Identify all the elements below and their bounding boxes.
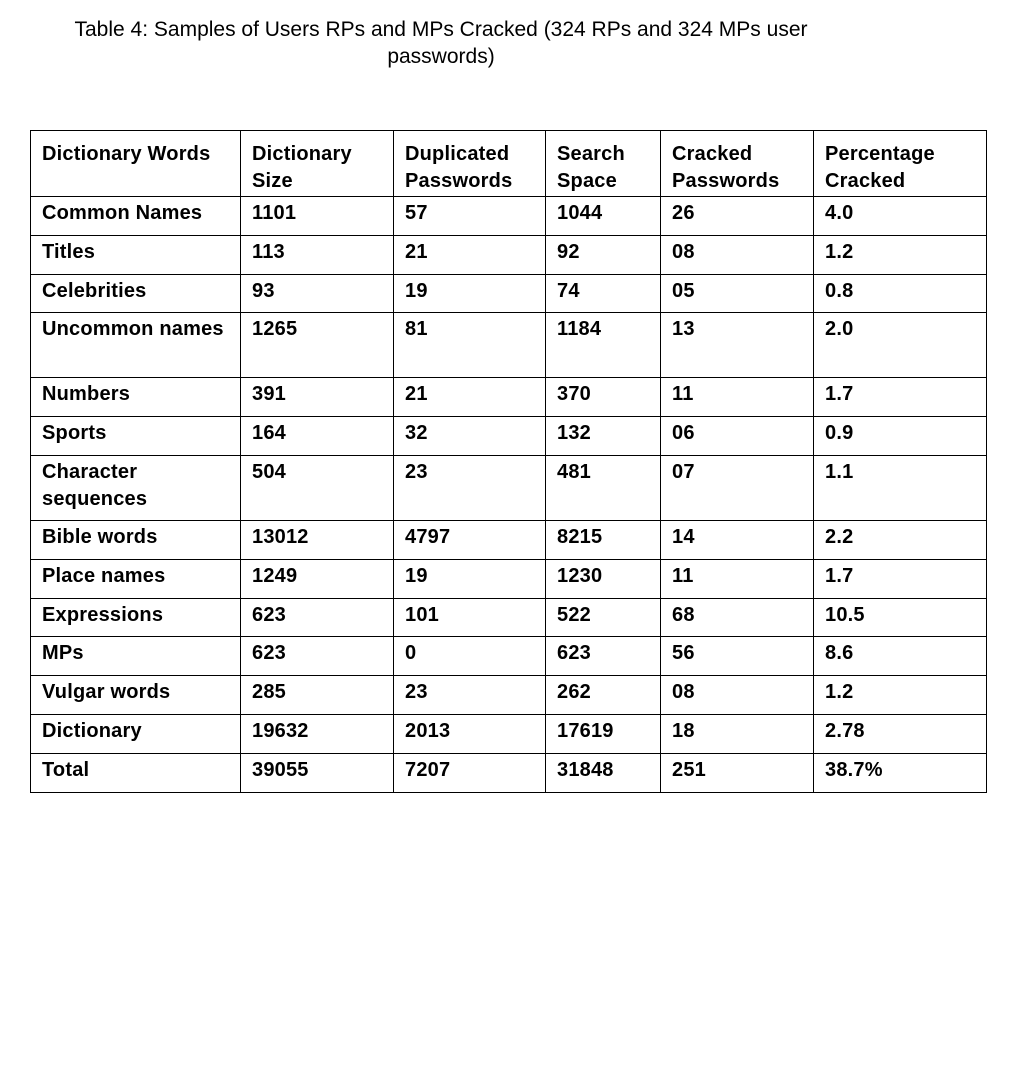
- cell-dictionary-size: 391: [241, 378, 394, 417]
- cell-search-space: 74: [546, 274, 661, 313]
- cell-percentage: 1.2: [814, 676, 987, 715]
- cell-cracked: 08: [661, 676, 814, 715]
- table-row: [31, 520, 987, 559]
- cell-duplicated: 7207: [394, 753, 546, 792]
- cell-duplicated: 101: [394, 598, 546, 637]
- header-duplicated-passwords: Duplicated Passwords: [394, 131, 546, 197]
- cell-dictionary-size: 93: [241, 274, 394, 313]
- cell-dictionary-size: 285: [241, 676, 394, 715]
- cell-search-space: 17619: [546, 714, 661, 753]
- cell-dictionary-size: 19632: [241, 714, 394, 753]
- cell-percentage: 0.8: [814, 274, 987, 313]
- cell-search-space: 8215: [546, 520, 661, 559]
- cell-search-space: 522: [546, 598, 661, 637]
- cell-percentage: 1.1: [814, 455, 987, 520]
- header-percentage-cracked: Percentage Cracked: [814, 131, 987, 197]
- cell-category: Bible words: [31, 520, 241, 559]
- cell-percentage: 1.2: [814, 235, 987, 274]
- cell-duplicated: 0: [394, 637, 546, 676]
- cell-percentage: 1.7: [814, 559, 987, 598]
- cell-search-space: 1044: [546, 197, 661, 236]
- cell-cracked: 05: [661, 274, 814, 313]
- cell-search-space: 262: [546, 676, 661, 715]
- cell-search-space: 92: [546, 235, 661, 274]
- cell-cracked: 18: [661, 714, 814, 753]
- cell-cracked: 11: [661, 378, 814, 417]
- cell-category: Expressions: [31, 598, 241, 637]
- cell-duplicated: 81: [394, 313, 546, 378]
- cell-cracked: 11: [661, 559, 814, 598]
- cell-percentage: 8.6: [814, 637, 987, 676]
- cell-category: Total: [31, 753, 241, 792]
- cell-dictionary-size: 623: [241, 637, 394, 676]
- caption-line-1: Table 4: Samples of Users RPs and MPs Cracked (324 RPs and 324 MPs user: [74, 18, 808, 41]
- table-total-row: [31, 753, 987, 792]
- cell-duplicated: 23: [394, 676, 546, 715]
- cell-cracked: 08: [661, 235, 814, 274]
- table-row: [31, 637, 987, 676]
- cell-dictionary-size: 504: [241, 455, 394, 520]
- table-row: [31, 235, 987, 274]
- cell-dictionary-size: 623: [241, 598, 394, 637]
- cell-category: Vulgar words: [31, 676, 241, 715]
- cell-category: Sports: [31, 417, 241, 456]
- cell-percentage: 2.2: [814, 520, 987, 559]
- cell-cracked: 68: [661, 598, 814, 637]
- cell-search-space: 1184: [546, 313, 661, 378]
- table-row: [31, 714, 987, 753]
- cell-duplicated: 2013: [394, 714, 546, 753]
- table-row: [31, 598, 987, 637]
- cell-category: Numbers: [31, 378, 241, 417]
- cell-percentage: 10.5: [814, 598, 987, 637]
- cell-duplicated: 23: [394, 455, 546, 520]
- header-search-space: Search Space: [546, 131, 661, 197]
- cell-category: Titles: [31, 235, 241, 274]
- cell-percentage: 2.0: [814, 313, 987, 378]
- cell-search-space: 370: [546, 378, 661, 417]
- cell-search-space: 1230: [546, 559, 661, 598]
- cell-search-space: 132: [546, 417, 661, 456]
- cell-dictionary-size: 113: [241, 235, 394, 274]
- cell-percentage: 38.7%: [814, 753, 987, 792]
- table-row: [31, 313, 987, 378]
- header-dictionary-words: Dictionary Words: [31, 131, 241, 197]
- table-header-row: [31, 131, 987, 197]
- table-row: [31, 417, 987, 456]
- table-row: [31, 559, 987, 598]
- cell-dictionary-size: 1101: [241, 197, 394, 236]
- cell-percentage: 0.9: [814, 417, 987, 456]
- caption-line-2: passwords): [387, 45, 495, 68]
- cell-duplicated: 32: [394, 417, 546, 456]
- cell-category: Uncommon names: [31, 313, 241, 378]
- cell-cracked: 26: [661, 197, 814, 236]
- cell-percentage: 1.7: [814, 378, 987, 417]
- cell-duplicated: 19: [394, 559, 546, 598]
- cell-search-space: 481: [546, 455, 661, 520]
- cell-dictionary-size: 164: [241, 417, 394, 456]
- cell-duplicated: 4797: [394, 520, 546, 559]
- cell-category: Celebrities: [31, 274, 241, 313]
- cell-duplicated: 21: [394, 235, 546, 274]
- table-row: [31, 197, 987, 236]
- cell-cracked: 251: [661, 753, 814, 792]
- table-row: [31, 378, 987, 417]
- cell-percentage: 4.0: [814, 197, 987, 236]
- header-dictionary-size: Dictionary Size: [241, 131, 394, 197]
- cell-category: Dictionary: [31, 714, 241, 753]
- cell-category: Character sequences: [31, 455, 241, 520]
- cell-duplicated: 57: [394, 197, 546, 236]
- table-caption: [0, 16, 882, 70]
- table-row: [31, 676, 987, 715]
- table-row: [31, 274, 987, 313]
- cell-category: Place names: [31, 559, 241, 598]
- cell-cracked: 07: [661, 455, 814, 520]
- password-cracking-table: [30, 130, 987, 793]
- cell-cracked: 14: [661, 520, 814, 559]
- header-cracked-passwords: Cracked Passwords: [661, 131, 814, 197]
- cell-dictionary-size: 13012: [241, 520, 394, 559]
- cell-search-space: 623: [546, 637, 661, 676]
- cell-duplicated: 21: [394, 378, 546, 417]
- cell-dictionary-size: 39055: [241, 753, 394, 792]
- cell-dictionary-size: 1249: [241, 559, 394, 598]
- table-row: [31, 455, 987, 520]
- cell-cracked: 56: [661, 637, 814, 676]
- cell-dictionary-size: 1265: [241, 313, 394, 378]
- cell-category: MPs: [31, 637, 241, 676]
- cell-cracked: 06: [661, 417, 814, 456]
- cell-search-space: 31848: [546, 753, 661, 792]
- cell-category: Common Names: [31, 197, 241, 236]
- cell-duplicated: 19: [394, 274, 546, 313]
- cell-cracked: 13: [661, 313, 814, 378]
- cell-percentage: 2.78: [814, 714, 987, 753]
